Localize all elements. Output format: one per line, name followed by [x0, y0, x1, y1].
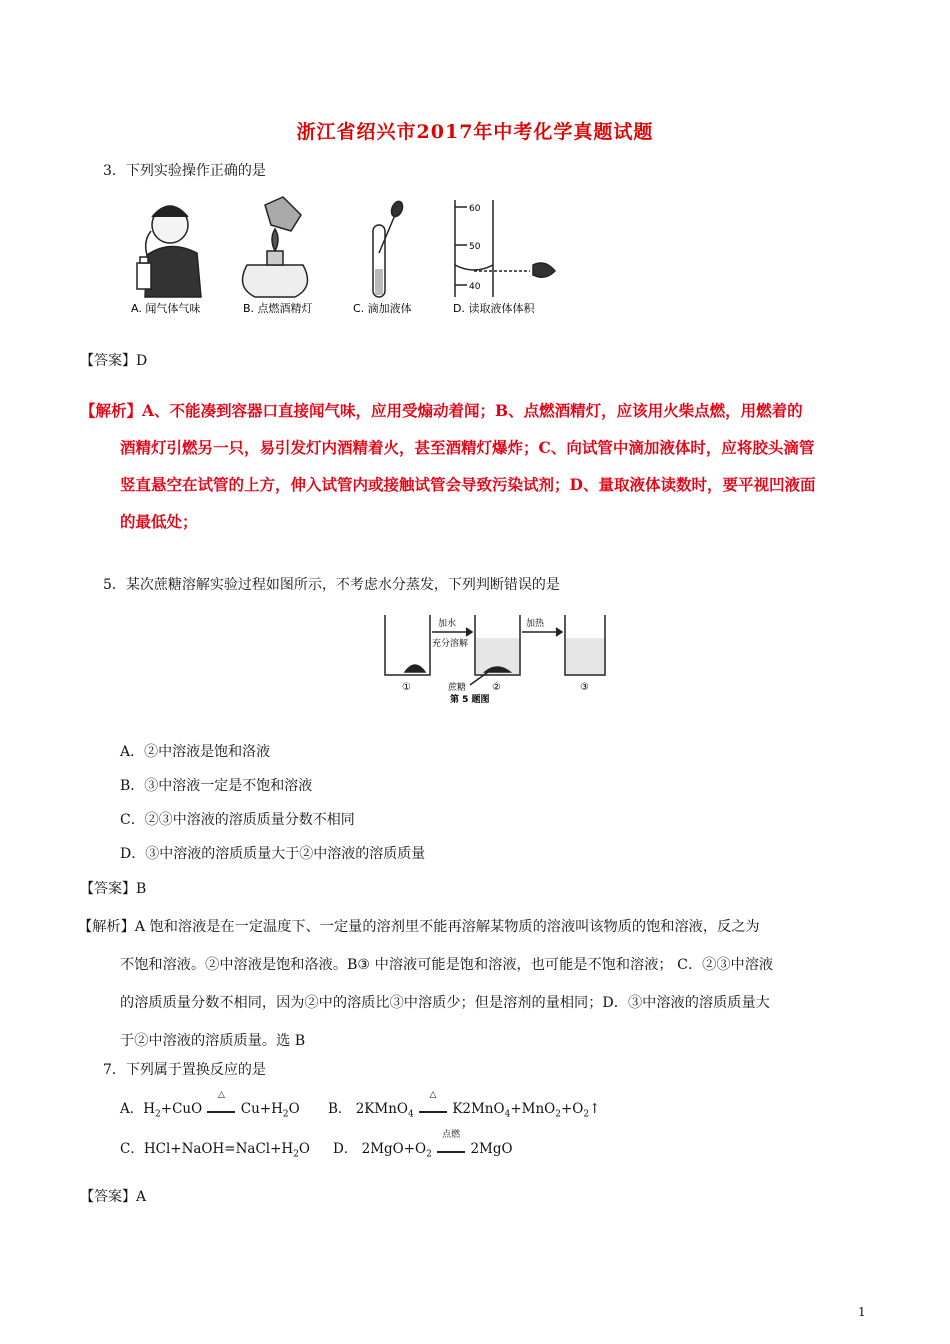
- q5-stem: 5．某次蔗糖溶解实验过程如图所示，不考虑水分蒸发，下列判断错误的是: [103, 577, 560, 593]
- analysis-line: 【解析】A 饱和溶液是在一定温度下、一定量的溶剂里不能再溶解某物质的溶液叫该物质的饱和溶液，反之为: [78, 919, 760, 935]
- q3-analysis: [80, 392, 870, 540]
- analysis-line: 竖直悬空在试管的上方，伸入试管内或接触试管会导致污染试剂；D、量取液体读数时，要平视凹液面: [120, 475, 816, 494]
- analysis-line: 于②中溶液的溶质质量。选 B: [120, 1033, 306, 1049]
- fig-label-b: B. 点燃酒精灯: [243, 302, 313, 315]
- tick-40: 40: [469, 282, 481, 292]
- fig-label-c: C. 滴加液体: [353, 302, 412, 315]
- page-number: 1: [858, 1305, 866, 1319]
- figure-a-smelling: [137, 206, 201, 297]
- fig-label-d: D. 读取液体体积: [453, 302, 535, 315]
- q3-figure: [125, 195, 565, 325]
- tick-60: 60: [469, 204, 481, 214]
- q3-answer: 【答案】D: [80, 353, 148, 369]
- sugar-label: 蔗糖: [448, 683, 467, 693]
- q7-option-c: C．$HCl+NaOH=NaCl+H_2O$: [120, 1141, 310, 1160]
- q5-option-a: A．②中溶液是饱和洛液: [120, 744, 271, 760]
- analysis-line: 酒精灯引燃另一只，易引发灯内酒精着火，甚至酒精灯爆炸；C、向试管中滴加液体时，应将胶头滴管: [120, 438, 815, 457]
- q7-stem: 7．下列属于置换反应的是: [103, 1062, 266, 1078]
- arrow2-top: 加热: [526, 619, 545, 629]
- q5-option-b: B．③中溶液一定是不饱和溶液: [120, 778, 313, 794]
- figure-caption: 第 5 题图: [450, 695, 490, 705]
- analysis-line: 【解析】A、不能凑到容器口直接闻气味，应用受煽动着闻；B、点燃酒精灯，应该用火柴点燃，用燃着的: [80, 401, 803, 420]
- figure-b-lamp: [243, 197, 308, 297]
- q5-answer: 【答案】B: [80, 881, 147, 897]
- beaker-label-1: ①: [402, 682, 411, 693]
- q5-option-c: C．②③中溶液的溶质质量分数不相同: [120, 812, 355, 828]
- arrow1-bottom: 充分溶解: [432, 639, 469, 649]
- arrow1-top: 加水: [438, 619, 457, 629]
- beaker-label-2: ②: [492, 682, 501, 693]
- fig-label-a: A. 闻气体气味: [131, 302, 201, 315]
- analysis-line: 不饱和溶液。②中溶液是饱和洛液。B③ 中溶液可能是饱和溶液，也可能是不饱和溶液； C．②③中溶液: [120, 957, 774, 973]
- q7-option-a: A．$H_2+CuO$ △ $Cu+H_2O$: [120, 1090, 300, 1120]
- q7-option-b: B． 2KMnO$_4$ △ $K2MnO_4+MnO_2+O_2↑$: [328, 1090, 601, 1120]
- page-title: 浙江省绍兴市2017年中考化学真题试题: [296, 121, 654, 143]
- analysis-line: 的溶质质量分数不相同，因为②中的溶质比③中溶质少；但是溶剂的量相同；D．③中溶液的溶质质量大: [120, 995, 770, 1011]
- q5-option-d: D．③中溶液的溶质质量大于②中溶液的溶质质量: [120, 846, 426, 862]
- beaker-label-3: ③: [580, 682, 589, 693]
- analysis-line: 的最低处；: [120, 512, 198, 531]
- q7-answer: 【答案】A: [80, 1189, 147, 1205]
- tick-50: 50: [469, 242, 481, 252]
- q7-option-d: D． $2MgO+O_2$ 点燃 2MgO: [333, 1130, 513, 1160]
- q3-stem: 3．下列实验操作正确的是: [103, 163, 266, 179]
- beaker-1: [385, 615, 430, 675]
- q5-figure: [380, 610, 610, 705]
- q5-analysis: [80, 908, 870, 1060]
- figure-c-dropper: [373, 200, 405, 297]
